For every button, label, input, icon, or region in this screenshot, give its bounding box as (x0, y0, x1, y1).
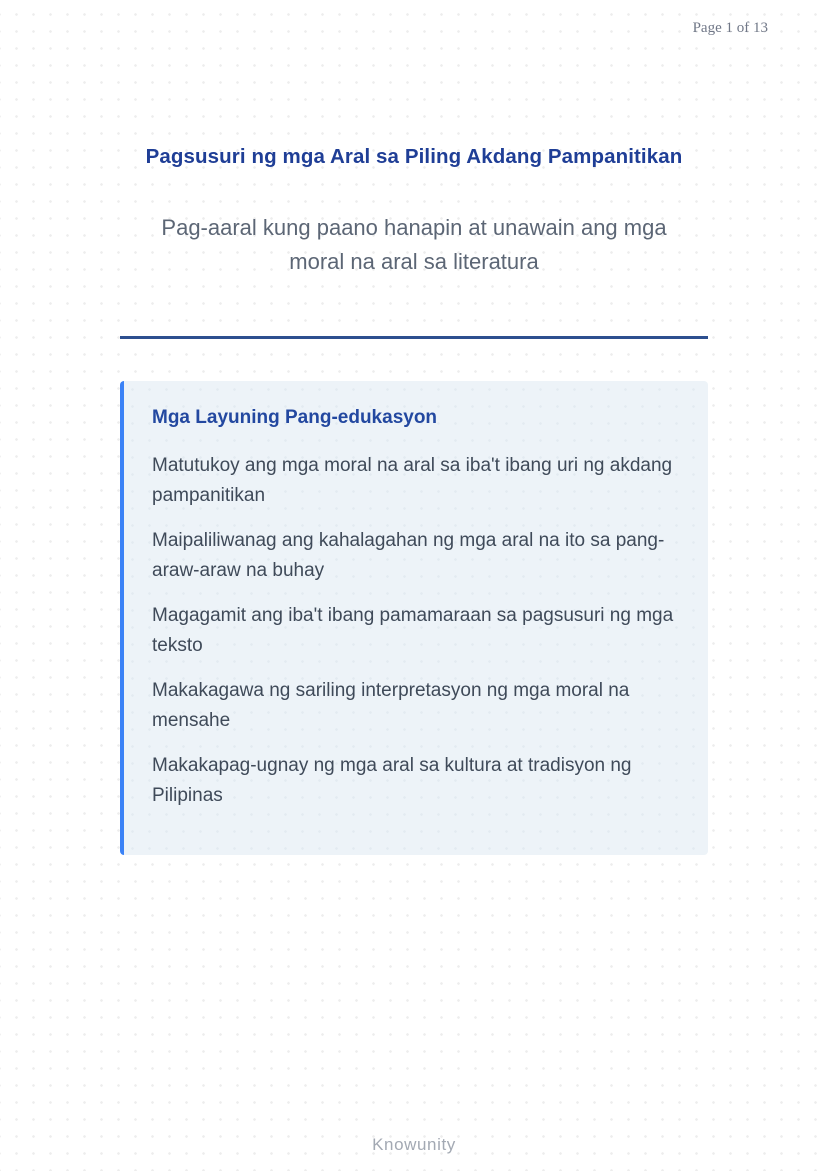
objective-item: Makakapag-ugnay ng mga aral sa kultura at tradisyon ng Pilipinas (152, 755, 632, 806)
objective-item: Makakagawa ng sariling interpretasyon ng mga moral na mensahe (152, 680, 630, 731)
objective-item: Matutukoy ang mga moral na aral sa iba't ibang uri ng akdang pampanitikan (152, 455, 673, 506)
objective-item: Maipaliliwanag ang kahalagahan ng mga aral na ito sa pang-araw-araw na buhay (152, 530, 665, 581)
page-subtitle: Pag-aaral kung paano hanapin at unawain ang mga moral na aral sa literatura (161, 215, 667, 274)
objectives-heading: Mga Layuning Pang-edukasyon (152, 407, 438, 428)
page-title: Pagsusuri ng mga Aral sa Piling Akdang Pampanitikan (145, 145, 683, 168)
objectives-callout-box (120, 381, 708, 855)
page-number-indicator: Page 1 of 13 (692, 20, 768, 36)
section-divider (120, 336, 708, 339)
objective-item: Magagamit ang iba't ibang pamamaraan sa pagsusuri ng mga teksto (152, 605, 674, 656)
brand-watermark: Knowunity (372, 1135, 456, 1154)
